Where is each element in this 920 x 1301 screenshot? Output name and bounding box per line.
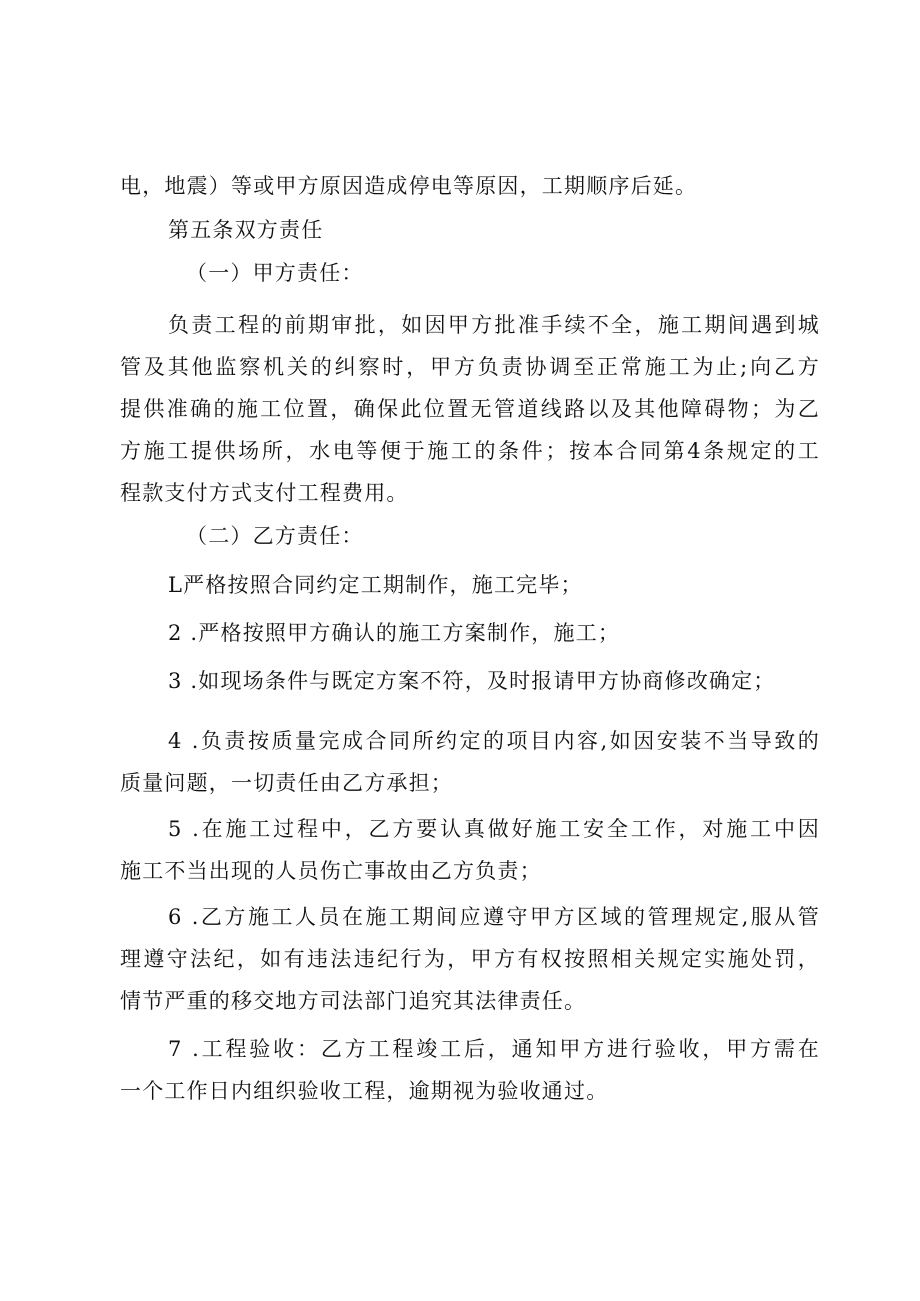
text-line-8: 程款支付方式支付工程费用。	[120, 481, 409, 505]
list-item-6-line-3: 情节严重的移交地方司法部门追究其法律责任。	[120, 989, 587, 1013]
list-item-4-line-2: 质量问题，一切责任由乙方承担；	[120, 771, 453, 795]
list-item-7-line-2: 一个工作日内组织验收工程，逾期视为验收通过。	[120, 1079, 609, 1103]
list-item-5-line-1: 5 .在施工过程中，乙方要认真做好施工安全工作，对施工中因	[168, 817, 820, 841]
text-line-1: 电，地震）等或甲方原因造成停电等原因，工期顺序后延。	[120, 174, 698, 198]
section-heading-article-5: 第五条双方责任	[168, 218, 324, 242]
list-item-1: L严格按照合同约定工期制作，施工完毕；	[168, 573, 583, 597]
list-item-6-line-2: 理遵守法纪，如有违法违纪行为，甲方有权按照相关规定实施处罚，	[120, 947, 820, 971]
list-item-2: 2 .严格按照甲方确认的施工方案制作，施工；	[168, 621, 621, 645]
list-item-7-line-1: 7 .工程验收：乙方工程竣工后，通知甲方进行验收，甲方需在	[168, 1037, 820, 1061]
list-item-3: 3 .如现场条件与既定方案不符，及时报请甲方协商修改确定；	[168, 669, 776, 693]
subheading-party-a: （一）甲方责任：	[186, 261, 364, 285]
text-line-6: 提供准确的施工位置，确保此位置无管道线路以及其他障碍物；为乙	[120, 397, 820, 421]
text-line-4: 负责工程的前期审批，如因甲方批准手续不全，施工期间遇到城	[168, 313, 820, 337]
text-line-5: 管及其他监察机关的纠察时，甲方负责协调至正常施工为止;向乙方	[120, 355, 820, 379]
list-item-5-line-2: 施工不当出现的人员伤亡事故由乙方负责；	[120, 859, 542, 883]
list-item-6-line-1: 6 .乙方施工人员在施工期间应遵守甲方区域的管理规定,服从管	[168, 905, 820, 929]
text-line-7: 方施工提供场所，水电等便于施工的条件；按本合同第4条规定的工	[120, 439, 820, 463]
list-item-4-line-1: 4 .负责按质量完成合同所约定的项目内容,如因安装不当导致的	[168, 729, 820, 753]
subheading-party-b: （二）乙方责任：	[186, 524, 364, 548]
